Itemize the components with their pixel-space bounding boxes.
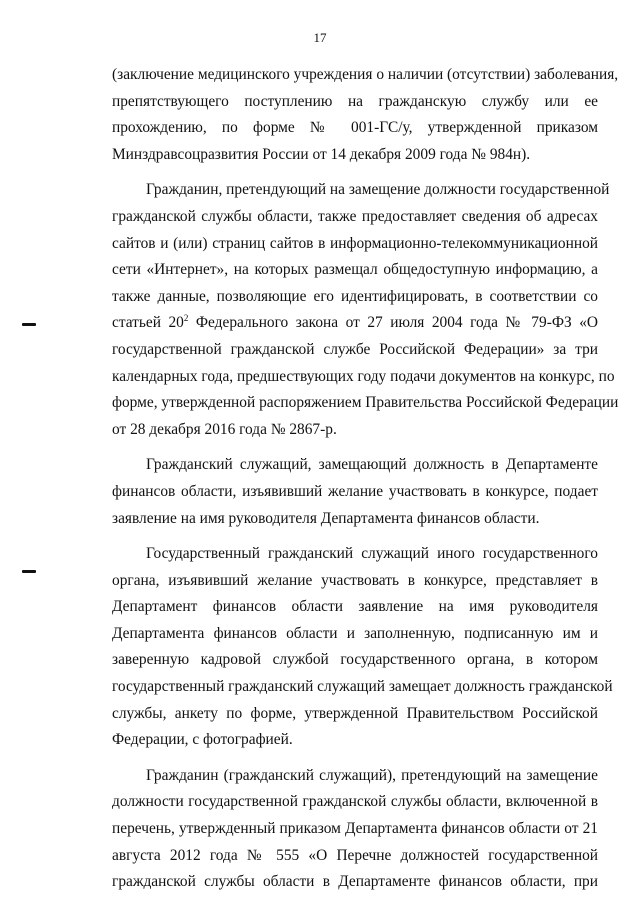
text-line: сайтов и (или) страниц сайтов в информационно-телекоммуникационной: [112, 234, 598, 252]
text-line: также данные, позволяющие его идентифицировать, в соответствии со: [112, 287, 598, 305]
text-line: (заключение медицинского учреждения о наличии (отсутствии) заболевания,: [112, 66, 619, 83]
text-line: прохождению, по форме № 001-ГС/у, утвержденной приказом: [112, 119, 598, 137]
text-line: должности государственной гражданской службы области, включенной в: [112, 793, 598, 811]
text-line: от 28 декабря 2016 года № 2867-р.: [112, 420, 337, 438]
paragraph: [112, 541, 613, 754]
paragraph: [112, 763, 598, 896]
text-line: препятствующего поступлению на гражданскую службу или ее: [112, 92, 598, 110]
text-line: гражданской службы области в Департаменте финансов области, при: [112, 873, 598, 891]
margin-mark-2: [22, 570, 36, 573]
text-line: Федерации, с фотографией.: [112, 731, 293, 749]
paragraph: [112, 62, 619, 168]
text-line: Гражданин (гражданский служащий), претендующий на замещение: [146, 766, 598, 784]
text-line: Гражданин, претендующий на замещение должности государственной: [146, 181, 610, 199]
superscript: 2: [183, 313, 189, 324]
paragraph: [112, 452, 598, 532]
text-line: государственный гражданский служащий замещает должность гражданской: [112, 678, 613, 696]
text-line: заявление на имя руководителя Департамента финансов области.: [112, 509, 540, 527]
text-line: службы, анкету по форме, утвержденной Правительством Российской: [112, 704, 598, 722]
text-line: гражданской службы области, также предоставляет сведения об адресах: [112, 207, 598, 225]
page-number: 17: [313, 30, 327, 45]
text-line: органа, изъявивший желание участвовать в конкурсе, представляет в: [112, 571, 598, 589]
text-line: финансов области, изъявивший желание участвовать в конкурсе, подает: [112, 482, 598, 500]
text-line: календарных года, предшествующих году подачи документов на конкурс, по: [112, 367, 615, 385]
text-line: Департамент финансов области заявление на имя руководителя: [112, 598, 598, 616]
document-body: [112, 62, 619, 905]
text-line: форме, утвержденной распоряжением Правительства Российской Федерации: [112, 394, 619, 412]
paragraph: [112, 177, 619, 443]
text-line: Государственный гражданский служащий иного государственного: [146, 545, 598, 563]
text-line: государственной гражданской службе Российской Федерации» за три: [112, 340, 598, 358]
text-line: заверенную кадровой службой государственного органа, в котором: [112, 651, 598, 669]
margin-mark-1: [22, 323, 36, 326]
text-line: августа 2012 года № 555 «О Перечне должностей государственной: [112, 846, 598, 864]
text-line: Гражданский служащий, замещающий должность в Департаменте: [146, 456, 598, 474]
text-line: статьей $20^2$ Федерального закона от 27 июля 2004 года № 79-ФЗ «О: [112, 313, 598, 332]
text-line: сети «Интернет», на которых размещал общедоступную информацию, а: [112, 261, 598, 279]
text-line: Минздравсоцразвития России от 14 декабря 2009 года № 984н).: [112, 145, 531, 163]
text-line: Департамента финансов области и заполненную, подписанную им и: [112, 624, 598, 642]
text-line: перечень, утвержденный приказом Департамента финансов области от 21: [112, 820, 598, 838]
